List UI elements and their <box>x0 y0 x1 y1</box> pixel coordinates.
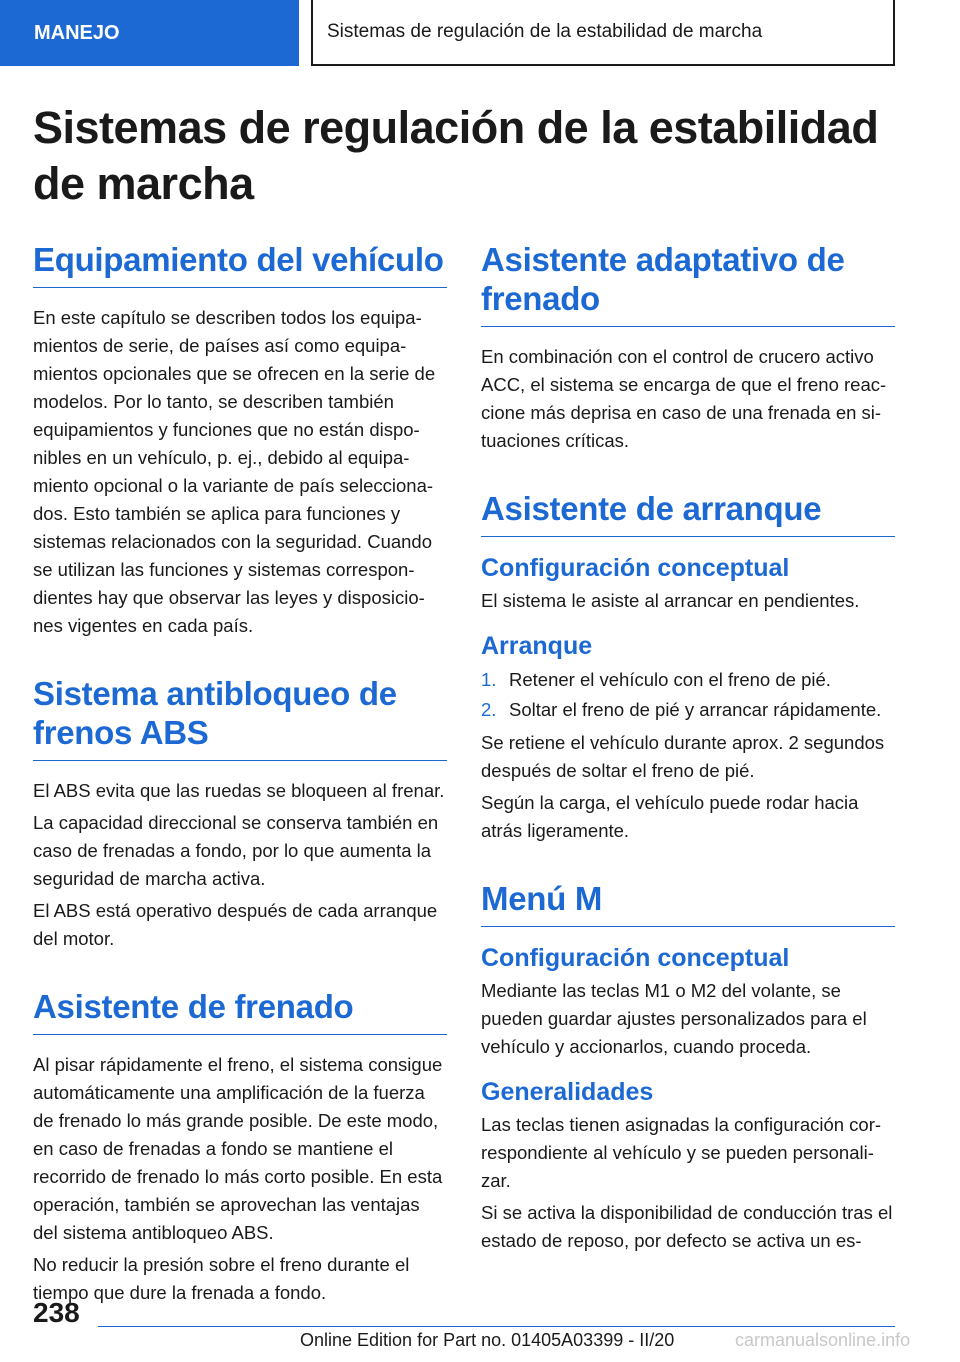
step-text: Retener el vehículo con el freno de pié. <box>509 669 831 690</box>
paragraph: En combinación con el control de crucero activo ACC, el sistema se encarga de que el freno reaccione más deprisa en caso de una frenada en situaciones críticas. <box>481 346 887 451</box>
paragraph: El sistema le asiste al arrancar en pendientes. <box>481 590 860 611</box>
paragraph: El ABS evita que las ruedas se bloqueen al frenar. <box>33 780 445 801</box>
step-number: 2. <box>481 699 497 720</box>
chapter-header: Sistemas de regulación de la estabilidad de marcha <box>311 0 895 66</box>
section-adaptativo <box>481 240 895 455</box>
watermark: carmanualsonline.info <box>735 1330 911 1350</box>
paragraph: Mediante las teclas M1 o M2 del volante, se pueden guardar ajustes personalizados para el vehículo y accionarlos, cuando proceda. <box>481 980 867 1057</box>
list-item <box>481 665 895 695</box>
paragraph: Las teclas tienen asignadas la configuración correspondiente al vehículo y se pueden personalizar. <box>481 1114 882 1191</box>
subheading-general: Generalidades <box>481 1078 654 1106</box>
right-column <box>481 240 895 1289</box>
subheading-concept: Configuración conceptual <box>481 944 790 972</box>
paragraph: Se retiene el vehículo durante aprox. 2 segundos después de soltar el freno de pié. <box>481 732 885 781</box>
section-menu-m <box>481 879 895 1255</box>
steps-list <box>481 665 895 725</box>
section-arranque <box>481 489 895 845</box>
heading-adaptativo: Asistente adaptativo de frenado <box>481 240 895 327</box>
subheading-concept: Configuración conceptual <box>481 554 790 582</box>
heading-menu-m: Menú M <box>481 879 895 927</box>
heading-arranque: Asistente de arranque <box>481 489 895 537</box>
left-column <box>33 240 447 1341</box>
step-text: Soltar el freno de pié y arrancar rápidamente. <box>509 699 882 720</box>
paragraph: En este capítulo se describen todos los equipamientos de serie, de países así como equipamientos opcionales que se ofrecen en la serie de modelos. Por lo tanto, se describen también equipamientos y funciones que no están disponibles en un vehículo, p. ej., debido al equipamiento opcional o la variante de país seleccionados. Esto también se aplica para funciones y sistemas relacionados con la seguridad. Cuando se utilizan las funciones y sistemas correspondientes hay que observar las leyes y disposiciones vigentes en cada país. <box>33 307 436 636</box>
page-title: Sistemas de regulación de la estabilidad de marcha <box>33 102 879 209</box>
heading-equipamiento: Equipamiento del vehículo <box>33 240 447 288</box>
step-number: 1. <box>481 669 497 690</box>
paragraph: La capacidad direccional se conserva también en caso de frenadas a fondo, por lo que aumenta la seguridad de marcha activa. <box>33 812 439 889</box>
section-abs <box>33 674 447 953</box>
list-item <box>481 695 895 725</box>
paragraph: Si se activa la disponibilidad de conducción tras el estado de reposo, por defecto se activa un es- <box>481 1202 893 1251</box>
heading-frenado: Asistente de frenado <box>33 987 447 1035</box>
paragraph: No reducir la presión sobre el freno durante el tiempo que dure la frenada a fondo. <box>33 1254 410 1303</box>
section-equipamiento <box>33 240 447 640</box>
heading-abs: Sistema antibloqueo de frenos ABS <box>33 674 447 761</box>
page-number: 238 <box>33 1297 80 1328</box>
paragraph: El ABS está operativo después de cada arranque del motor. <box>33 900 438 949</box>
paragraph: Al pisar rápidamente el freno, el sistema consigue automáticamente una amplificación de la fuerza de frenado lo más grande posible. De este modo, en caso de frenadas a fondo se mantiene el recorrido de frenado lo más corto posible. En esta operación, también se aprovechan las ventajas del sistema antibloqueo ABS. <box>33 1054 443 1243</box>
section-tab: MANEJO <box>0 0 299 66</box>
footer-divider <box>98 1326 895 1327</box>
subheading-arranque: Arranque <box>481 632 593 660</box>
paragraph: Según la carga, el vehículo puede rodar hacia atrás ligeramente. <box>481 792 859 841</box>
section-frenado <box>33 987 447 1307</box>
edition-note: Online Edition for Part no. 01405A03399 - II/20 <box>300 1330 675 1350</box>
